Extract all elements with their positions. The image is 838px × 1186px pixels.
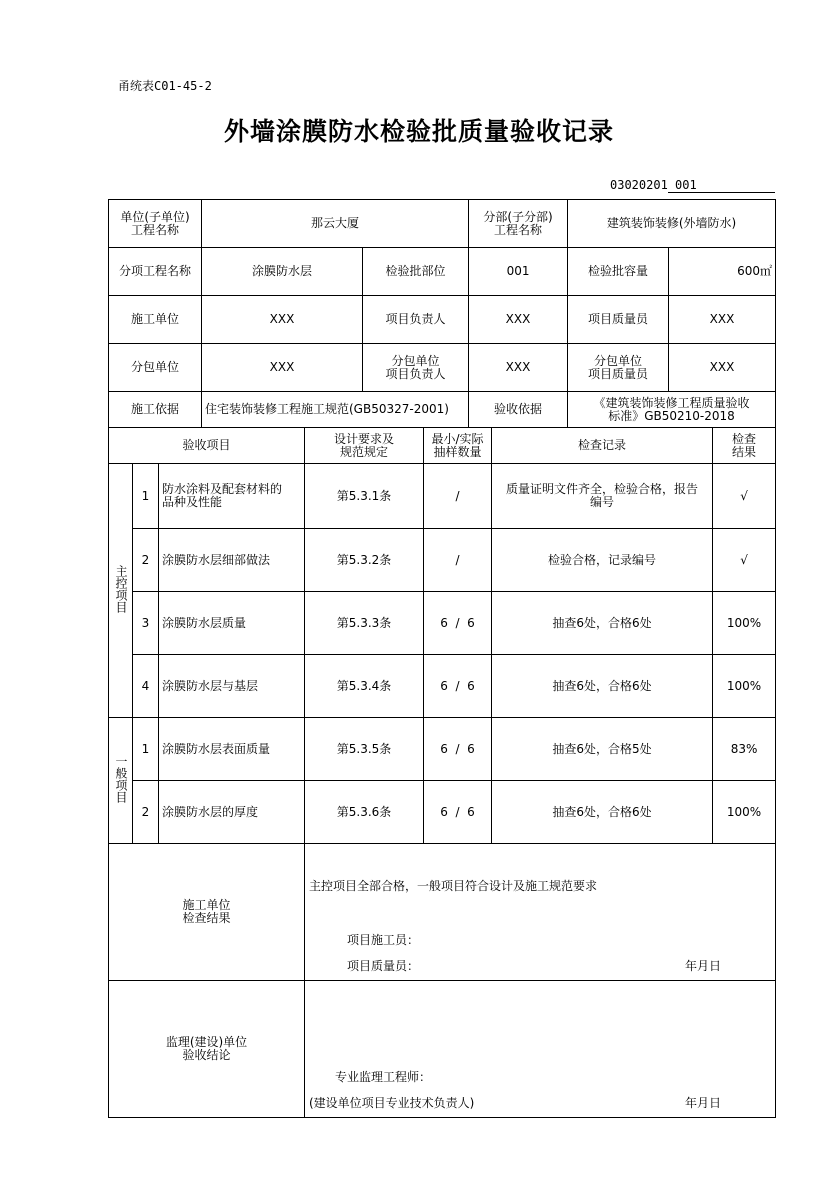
item-result: √ <box>713 529 776 592</box>
item-no: 4 <box>133 655 159 718</box>
item-sample: 6 / 6 <box>424 718 492 781</box>
item-no: 2 <box>133 529 159 592</box>
construction-basis-value: 住宅装饰装修工程施工规范(GB50327-2001) <box>202 392 469 428</box>
item-record: 质量证明文件齐全，检验合格，报告 编号 <box>492 464 713 529</box>
supervisor-check-label: 监理(建设)单位 验收结论 <box>109 981 305 1118</box>
item-clause: 第5.3.6条 <box>305 781 424 844</box>
table-row <box>109 655 776 718</box>
quality-officer-sign-label: 项目质量员： <box>347 959 420 973</box>
subcontractor-value: XXX <box>202 344 363 392</box>
subcontractor-label: 分包单位 <box>109 344 202 392</box>
inspection-header-row <box>109 428 776 464</box>
subitem-label: 分项工程名称 <box>109 248 202 296</box>
item-name: 涂膜防水层与基层 <box>159 655 305 718</box>
item-name: 涂膜防水层细部做法 <box>159 529 305 592</box>
division-name-value: 建筑装饰装修(外墙防水) <box>568 200 776 248</box>
sub-project-manager-label: 分包单位 项目负责人 <box>363 344 469 392</box>
supervisor-check-panel <box>305 981 776 1118</box>
owner-representative-label: (建设单位项目专业技术负责人) <box>309 1096 475 1110</box>
sub-quality-officer-label: 分包单位 项目质量员 <box>568 344 669 392</box>
signoff-table <box>108 843 776 1118</box>
item-record: 检验合格，记录编号 <box>492 529 713 592</box>
item-name: 防水涂料及配套材料的 品种及性能 <box>159 464 305 529</box>
contractor-check-label: 施工单位 检查结果 <box>109 844 305 981</box>
item-record: 抽查6处，合格5处 <box>492 718 713 781</box>
item-result: √ <box>713 464 776 529</box>
item-sample: 6 / 6 <box>424 781 492 844</box>
item-name: 涂膜防水层质量 <box>159 592 305 655</box>
item-record: 抽查6处，合格6处 <box>492 592 713 655</box>
sub-quality-officer-value: XXX <box>669 344 776 392</box>
item-result: 83% <box>713 718 776 781</box>
page-title: 外墙涂膜防水检验批质量验收记录 <box>223 117 614 146</box>
acceptance-basis-label: 验收依据 <box>469 392 568 428</box>
col-design-header: 设计要求及 规范规定 <box>305 428 424 464</box>
supervising-engineer-label: 专业监理工程师： <box>335 1070 432 1084</box>
item-no: 1 <box>133 718 159 781</box>
item-result: 100% <box>713 655 776 718</box>
item-name: 涂膜防水层的厚度 <box>159 781 305 844</box>
contractor-check-panel <box>305 844 776 981</box>
item-clause: 第5.3.5条 <box>305 718 424 781</box>
item-clause: 第5.3.4条 <box>305 655 424 718</box>
col-item-header: 验收项目 <box>109 428 305 464</box>
item-record: 抽查6处，合格6处 <box>492 655 713 718</box>
project-manager-label: 项目负责人 <box>363 296 469 344</box>
document-number: 03020201 001 <box>610 178 697 192</box>
item-clause: 第5.3.3条 <box>305 592 424 655</box>
quality-officer-value: XXX <box>669 296 776 344</box>
item-sample: / <box>424 464 492 529</box>
item-no: 2 <box>133 781 159 844</box>
item-sample: 6 / 6 <box>424 592 492 655</box>
inspection-table <box>108 427 776 844</box>
contractor-label: 施工单位 <box>109 296 202 344</box>
table-row <box>109 592 776 655</box>
item-no: 3 <box>133 592 159 655</box>
main-group-label: 主控项目 <box>109 464 133 718</box>
item-record: 抽查6处，合格6处 <box>492 781 713 844</box>
col-record-header: 检查记录 <box>492 428 713 464</box>
batch-capacity-value: 600㎡ <box>669 248 776 296</box>
form-code: 甬统表C01-45-2 <box>118 79 212 93</box>
division-name-label: 分部(子分部) 工程名称 <box>469 200 568 248</box>
quality-officer-label: 项目质量员 <box>568 296 669 344</box>
table-row <box>109 718 776 781</box>
item-no: 1 <box>133 464 159 529</box>
supervisor-date-label: 年月日 <box>685 1096 722 1110</box>
item-name: 涂膜防水层表面质量 <box>159 718 305 781</box>
unit-name-value: 那云大厦 <box>202 200 469 248</box>
project-manager-value: XXX <box>469 296 568 344</box>
col-result-header: 检查 结果 <box>713 428 776 464</box>
batch-part-label: 检验批部位 <box>363 248 469 296</box>
table-row <box>109 781 776 844</box>
acceptance-basis-value: 《建筑装饰装修工程质量验收 标准》GB50210-2018 <box>568 392 776 428</box>
table-row <box>109 529 776 592</box>
col-sample-header: 最小/实际 抽样数量 <box>424 428 492 464</box>
contractor-value: XXX <box>202 296 363 344</box>
subitem-value: 涂膜防水层 <box>202 248 363 296</box>
contractor-date-label: 年月日 <box>685 959 722 973</box>
unit-name-label: 单位(子单位) 工程名称 <box>109 200 202 248</box>
site-worker-label: 项目施工员： <box>347 933 420 947</box>
batch-capacity-label: 检验批容量 <box>568 248 669 296</box>
document-number-underline <box>668 192 775 193</box>
item-sample: 6 / 6 <box>424 655 492 718</box>
sub-project-manager-value: XXX <box>469 344 568 392</box>
item-sample: / <box>424 529 492 592</box>
header-table <box>108 199 776 428</box>
contractor-conclusion: 主控项目全部合格，一般项目符合设计及施工规范要求 <box>309 879 598 893</box>
item-clause: 第5.3.2条 <box>305 529 424 592</box>
table-row <box>109 464 776 529</box>
item-result: 100% <box>713 592 776 655</box>
general-group-label: 一般项目 <box>109 718 133 844</box>
item-result: 100% <box>713 781 776 844</box>
batch-part-value: 001 <box>469 248 568 296</box>
construction-basis-label: 施工依据 <box>109 392 202 428</box>
item-clause: 第5.3.1条 <box>305 464 424 529</box>
